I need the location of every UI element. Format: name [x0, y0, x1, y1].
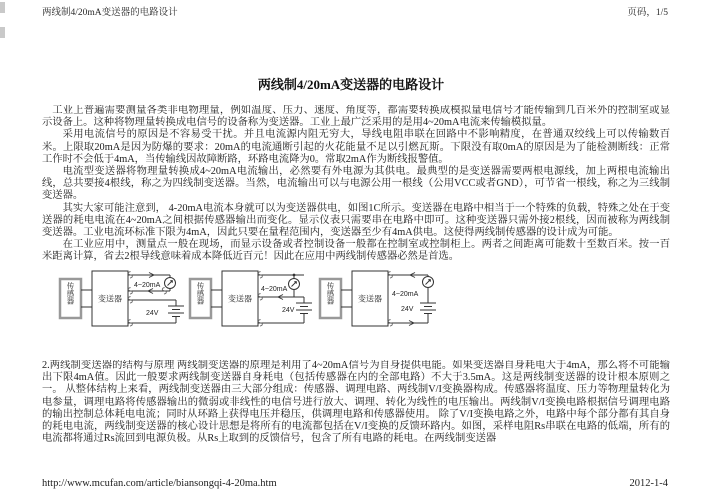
- current-range-label: 4~20mA: [134, 282, 161, 289]
- three-wire-diagram: [190, 271, 312, 326]
- transmitter-label: 变送器: [228, 294, 252, 304]
- terminal-icon: [128, 297, 132, 303]
- junction-dot: [293, 274, 296, 277]
- transmitter-label: 变送器: [98, 294, 122, 304]
- paragraph-structure-principle: 2.两线制变送器的结构与原理 两线制变送器的原理是利用了4~20mA信号为自身提供电能。如果变送器自身耗电大于4mA，那么将不可能输出下限4mA值。因此一般要求两线制变送器自身耗电（包括传感器在内的全部电路）不大于3.5mA。这是两线制变送器的设计根本原则之一。 从整体结构上来看，两线制变送器由三大部分组成：传感器、调理电路、两线制V/I变换器构成。传感器将温度、压力等物理量转化为电参量，调理电路将传感器输出的微弱或非线性的电信号进行放大、调理、转化为线性的电压输出。两线制V/I变换电路根据信号调理电路的输出控制总体耗电电流；同时从环路上获得电压并稳压，供调理电路和传感器使用。 除了V/I变换电路之外，电路中每个部分都有其自身的耗电电流，两线制变送器的核心设计思想是将所有的电流都包括在V/I变换的反馈环路内。如图，采样电阻Rs串联在电路的低端，所有的电流都将通过Rs流回到电源负极。从Rs上取到的反馈信号，包含了所有电路的耗电。在两线制变送器: [42, 360, 670, 445]
- paragraph-four-wire: 电流型变送器将物理量转换成4~20mA电流输出，必然要有外电源为其供电。最典型的是变送器需要两根电源线，加上两根电流输出线，总共要接4根线，称之为四线制变送器。当然，电流输出可以与电源公用一根线（公用VCC或者GND），可节省一根线，称之为三线制变送器。: [42, 166, 670, 202]
- terminal-icon: [128, 320, 132, 326]
- doc-title: 两线制4/20mA变送器的电路设计: [257, 77, 445, 92]
- terminal-icon: [258, 294, 262, 300]
- footer-url: http://www.mcufan.com/article/biansongqi-4-20ma.htm: [42, 478, 277, 489]
- footer-date: 2012-1-4: [629, 478, 668, 489]
- loop-wires: [388, 275, 428, 323]
- four-wire-diagram: [60, 271, 184, 326]
- terminal-icon: [128, 272, 132, 278]
- transmitter-label: 变送器: [358, 294, 382, 304]
- paragraph-current-signal: 采用电流信号的原因是不容易受干扰。并且电流源内阻无穷大，导线电阻串联在回路中不影响精度，在普通双绞线上可以传输数百米。上限取20mA是因为防爆的要求：20mA的电流通断引起的火花能量不足以引燃瓦斯。下限没有取0mA的原因是为了能检测断线：正常工作时不会低于4mA，当传输线因故障断路，环路电流降为0。常取2mA作为断线报警值。: [42, 129, 670, 165]
- supply-voltage-label: 24V: [282, 307, 295, 314]
- terminal-icon: [162, 288, 166, 294]
- body-text-upper: [42, 105, 670, 268]
- sensor-wires: [211, 290, 222, 307]
- terminal-icon: [388, 272, 392, 278]
- sensor-label: 传感器: [196, 282, 205, 305]
- body-text-lower: [42, 360, 670, 452]
- battery-icon: [420, 303, 436, 314]
- terminal-icon: [258, 320, 262, 326]
- supply-voltage-label: 24V: [146, 310, 159, 317]
- circuit-figure: [30, 266, 480, 334]
- paragraph-intro: 工业上普遍需要测量各类非电物理量，例如温度、压力、速度、角度等，都需要转换成模拟量电信号才能传输到几百米外的控制室或显示设备上。这种将物理量转换成电信号的设备称为变送器。工业上最广泛采用的是用4~20mA电流来传输模拟量。: [42, 105, 670, 129]
- terminal-icon: [388, 320, 392, 326]
- page-header: [42, 4, 668, 18]
- header-doc-title: 两线制4/20mA变送器的电路设计: [42, 8, 178, 18]
- paragraph-application: 在工业应用中，测量点一般在现场，而显示设备或者控制设备一般都在控制室或控制柜上。两者之间距离可能数十至数百米。按一百米距离计算，省去2根导线意味着成本降低近百元！因此在应用中两线制传感器必然是首选。: [42, 239, 670, 263]
- sensor-wires: [341, 290, 352, 307]
- two-wire-diagram: [320, 271, 436, 326]
- ammeter-icon: [165, 278, 176, 289]
- header-page-number: 页码，1/5: [627, 8, 668, 18]
- ammeter-icon: [289, 279, 300, 290]
- scan-artifact: [0, 27, 5, 38]
- battery-icon: [296, 303, 312, 314]
- supply-voltage-label: 24V: [401, 306, 414, 313]
- page-footer: [42, 478, 668, 489]
- sensor-label: 传感器: [326, 282, 335, 305]
- terminal-icon: [128, 288, 132, 294]
- sensor-wires: [81, 290, 92, 307]
- scan-artifact: [0, 2, 5, 13]
- ammeter-icon: [423, 277, 434, 288]
- current-range-label: 4~20mA: [392, 291, 419, 298]
- current-range-label: 4~20mA: [261, 286, 288, 293]
- sensor-label: 传感器: [66, 282, 75, 305]
- battery-icon: [168, 306, 184, 317]
- paragraph-two-wire: 其实大家可能注意到， 4-20mA电流本身就可以为变送器供电，如图1C所示。变送器在电路中相当于一个特殊的负载，特殊之处在于变送器的耗电电流在4~20mA之间根据传感器输出而变化。显示仪表只需要串在电路中即可。这种变送器只需外接2根线，因而被称为两线制变送器。工业电流环标准下限为4mA，因此只要在量程范围内，变送器至少有4mA供电。这使得两线制传感器的设计成为可能。: [42, 202, 670, 239]
- terminal-icon: [258, 272, 262, 278]
